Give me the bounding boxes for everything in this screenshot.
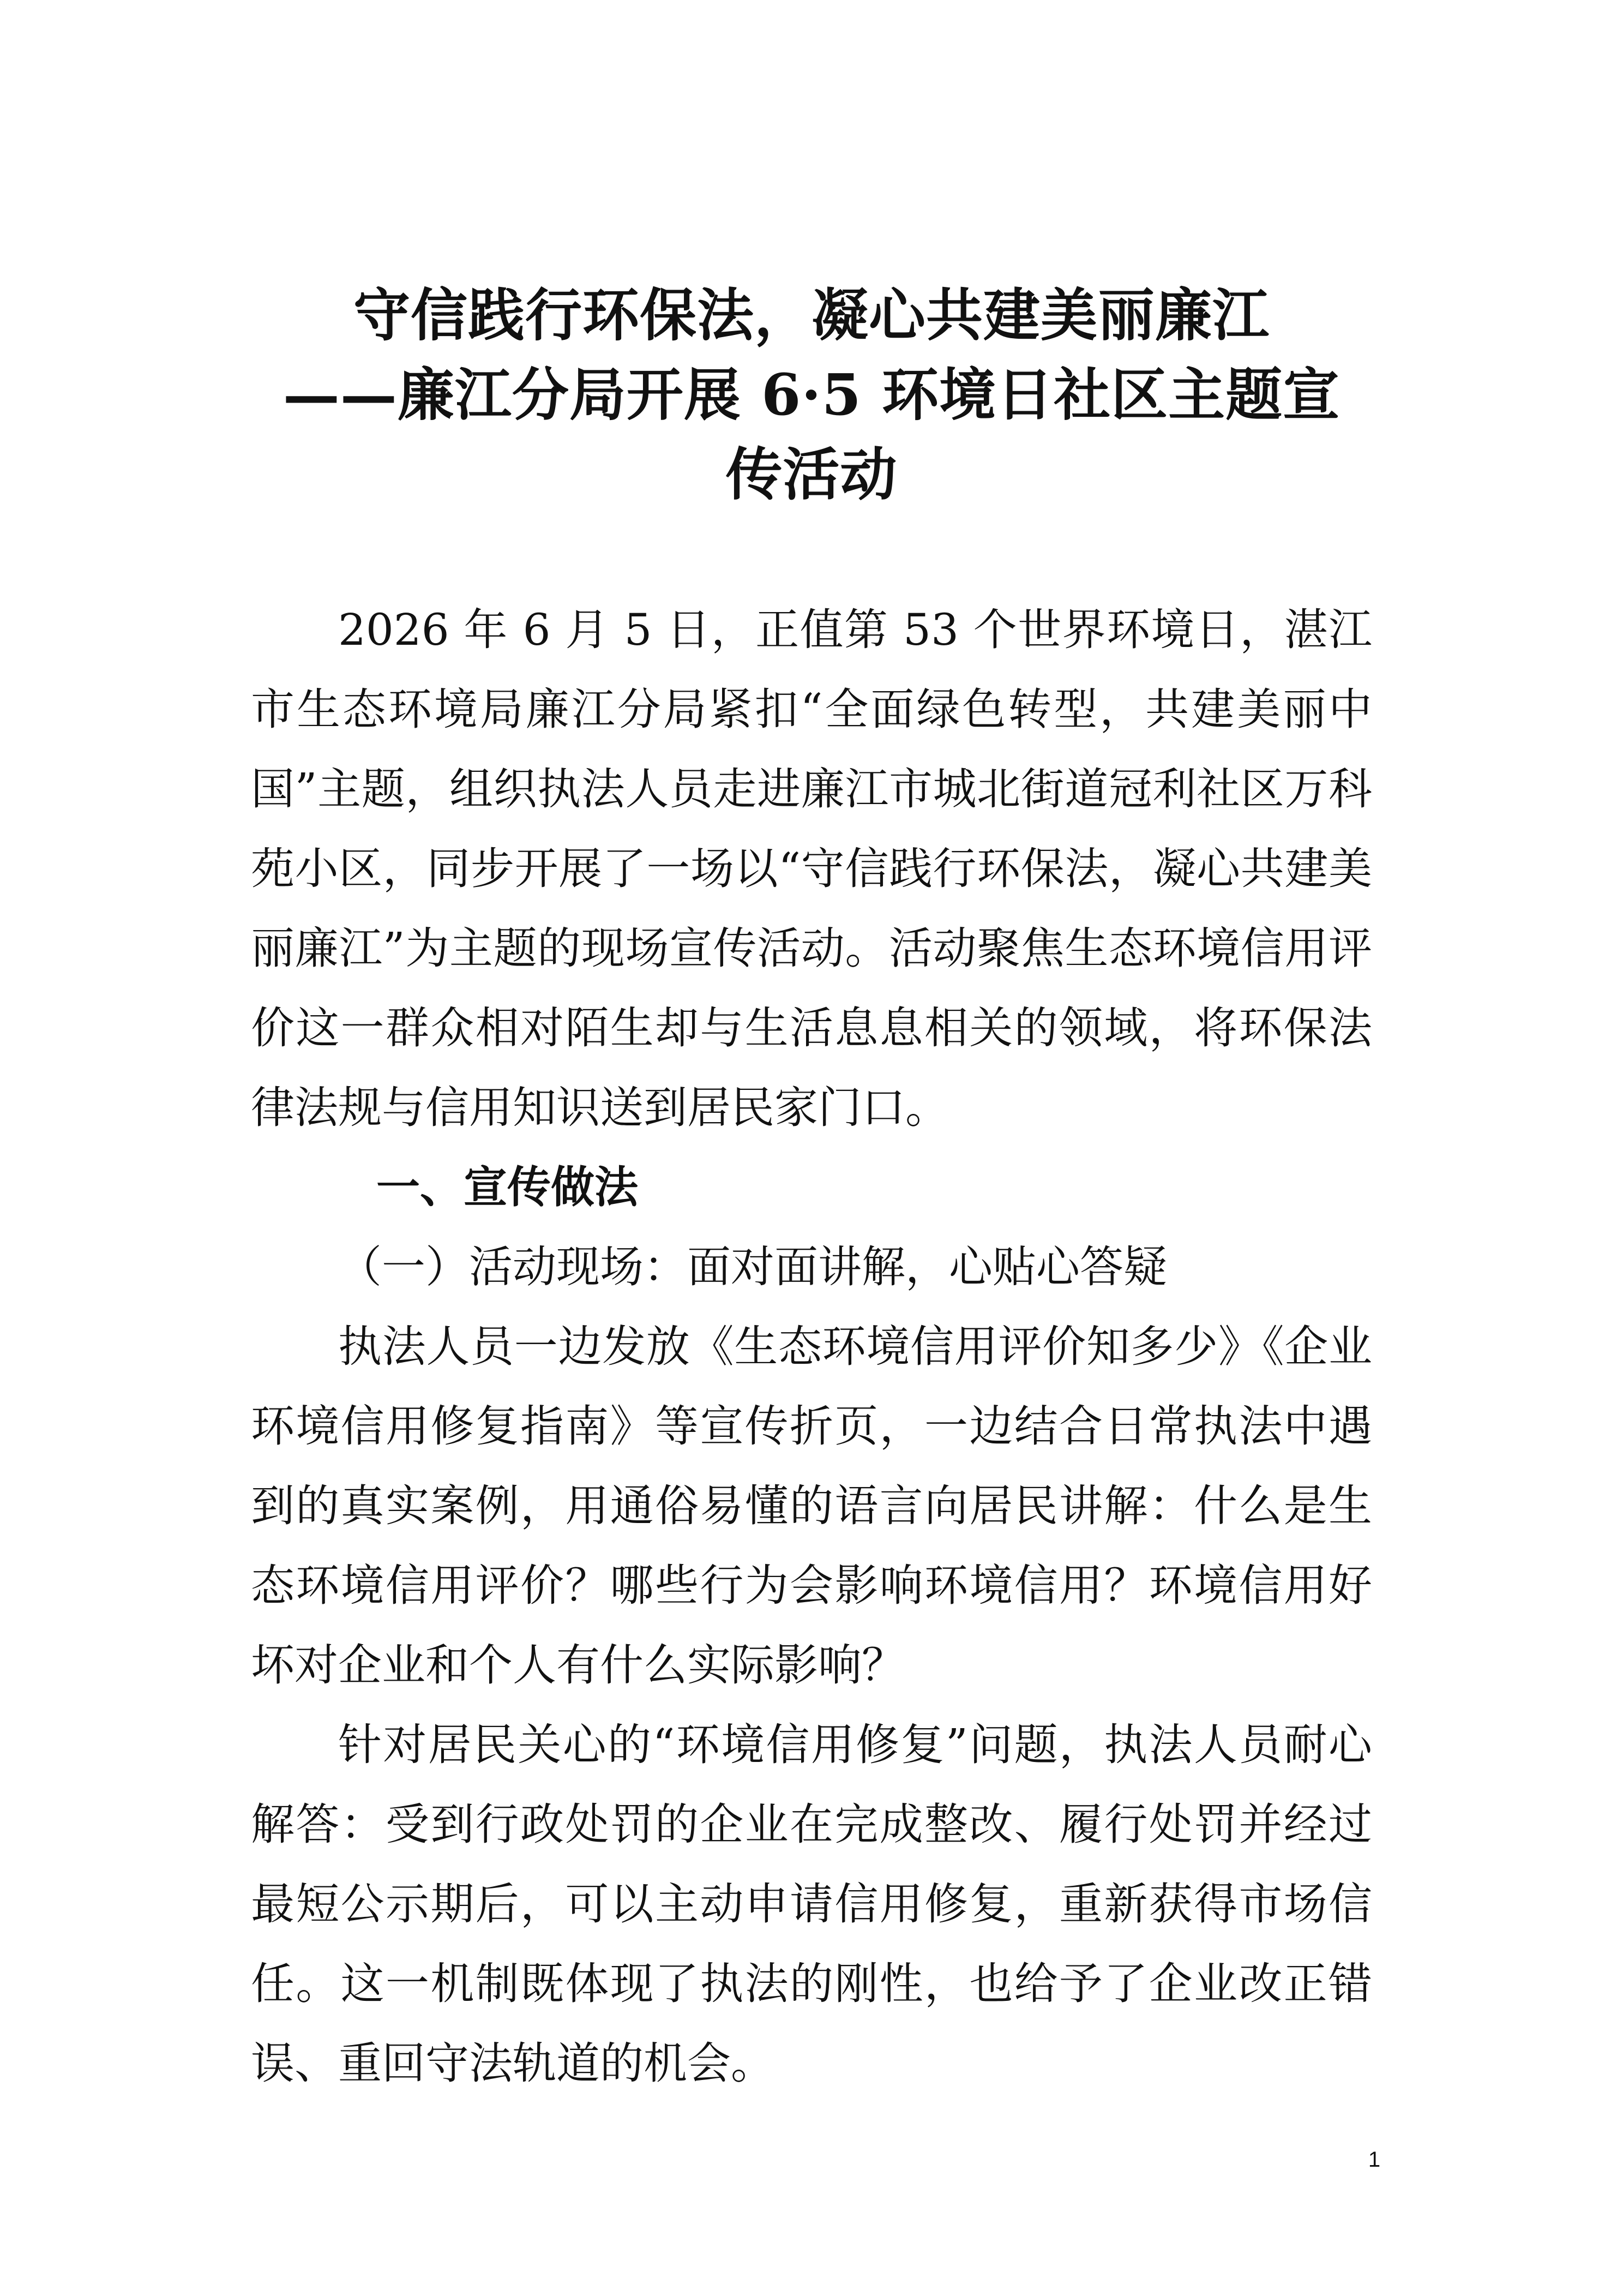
title-line-3: 传活动: [725, 441, 898, 508]
body-paragraph-credit-repair: 针对居民关心的“环境信用修复”问题，执法人员耐心解答：受到行政处罚的企业在完成整改、履行处罚并经过最短公示期后，可以主动申请信用修复，重新获得市场信任。这一机制既体现了执法的刚性，也给予了企业改正错误、重回守法轨道的机会。: [251, 1719, 1372, 2089]
title-line-1: 守信践行环保法，凝心共建美丽廉江: [353, 281, 1270, 349]
body-paragraph-explanation: 执法人员一边发放《生态环境信用评价知多少》《企业环境信用修复指南》等宣传折页，一边结合日常执法中遇到的真实案例，用通俗易懂的语言向居民讲解：什么是生态环境信用评价？哪些行为会影响环境信用？环境信用好坏对企业和个人有什么实际影响？: [251, 1321, 1372, 1690]
intro-paragraph: 2026 年 6 月 5 日，正值第 53 个世界环境日，湛江市生态环境局廉江分局紧扣“全面绿色转型，共建美丽中国”主题，组织执法人员走进廉江市城北街道冠利社区万科苑小区，同步开展了一场以“守信践行环保法，凝心共建美丽廉江”为主题的现场宣传活动。活动聚焦生态环境信用评价这一群众相对陌生却与生活息息相关的领域，将环保法律法规与信用知识送到居民家门口。: [251, 604, 1372, 1133]
title-line-2: ——廉江分局开展 6·5 环境日社区主题宣: [282, 361, 1341, 428]
document-body: [251, 590, 1372, 2103]
section-heading: 一、宣传做法: [376, 1162, 638, 1213]
document-title: [251, 275, 1372, 514]
subsection-heading: （一）活动现场：面对面讲解，心贴心答疑: [338, 1242, 1167, 1292]
page-number: 1: [1368, 2148, 1381, 2172]
